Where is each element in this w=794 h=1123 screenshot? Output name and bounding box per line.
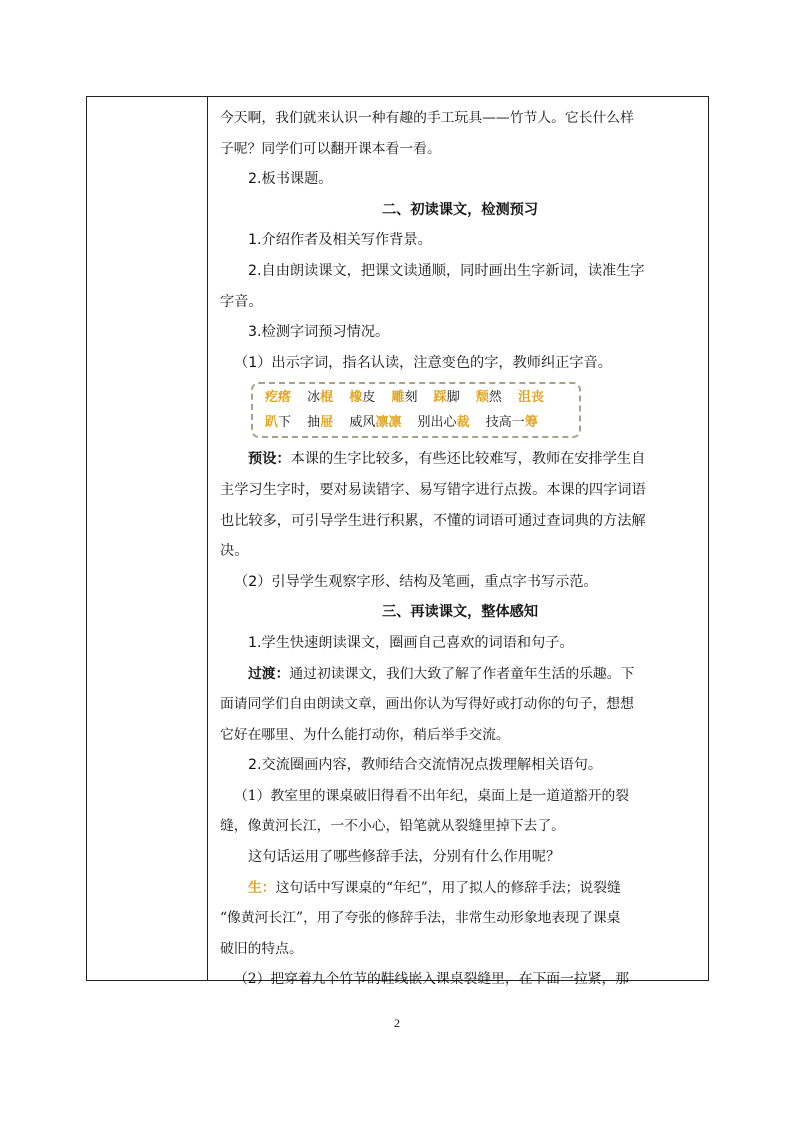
substep-show-words: （1）出示字词，指名认读，注意变色的字，教师纠正字音。 bbox=[234, 354, 612, 371]
column-divider bbox=[207, 97, 208, 980]
step-exchange: 2.交流圈画内容，教师结合交流情况点拨理解相关语句。 bbox=[248, 757, 603, 774]
transition-line-2: 面请同学们自由朗读文章，画出你认为写得好或打动你的句子，想想 bbox=[220, 696, 634, 713]
quote-1-line-1: （1）教室里的课桌破旧得看不出年纪，桌面上是一道道豁开的裂 bbox=[234, 787, 630, 804]
step-vocab-check: 3.检测字词预习情况。 bbox=[248, 324, 390, 341]
vocab-item: 抽屉 bbox=[307, 415, 334, 431]
vocab-item: 雕刻 bbox=[391, 390, 418, 406]
vocab-item: 技高一筹 bbox=[485, 415, 538, 431]
step-free-reading-1: 2.自由朗读课文，把课文读通顺，同时画出生字新词，读准生字 bbox=[248, 262, 645, 279]
quote-2-line-1: （2）把穿着九个竹节的鞋线嵌入课桌裂缝里，在下面一拉紧，那 bbox=[234, 971, 630, 988]
substep-observe-writing: （2）引导学生观察字形、结构及笔画，重点字书写示范。 bbox=[234, 573, 598, 590]
vocab-item: 冰棍 bbox=[307, 390, 334, 406]
student-line-2: “像黄河长江”，用了夸张的修辞手法，非常生动形象地表现了课桌 bbox=[220, 910, 621, 927]
student-label: 生： bbox=[248, 879, 276, 896]
vocab-row-1 bbox=[265, 385, 567, 410]
vocab-item: 趴下 bbox=[265, 415, 292, 431]
preset-label: 预设： bbox=[248, 451, 291, 468]
section-heading-2: 二、初读课文，检测预习 bbox=[381, 201, 539, 218]
vocab-item: 威风凛凛 bbox=[349, 415, 402, 431]
vocab-row-2 bbox=[265, 410, 567, 435]
step-board-title: 2.板书课题。 bbox=[248, 171, 333, 188]
page-number: 2 bbox=[394, 1016, 400, 1030]
quote-1-line-2: 缝，像黄河长江，一不小心，铅笔就从裂缝里掉下去了。 bbox=[220, 818, 565, 835]
vocab-item: 颓然 bbox=[475, 390, 502, 406]
preset-line-2: 主学习生字时，要对易读错字、易写错字进行点拨。本课的四字词语 bbox=[220, 481, 646, 498]
preset-line-3: 也比较多，可引导学生进行积累，不懂的词语可通过查词典的方法解 bbox=[220, 512, 646, 529]
vocab-item: 疙瘩 bbox=[265, 390, 292, 406]
transition-label: 过渡： bbox=[248, 665, 290, 682]
step-free-reading-2: 字音。 bbox=[220, 293, 263, 310]
intro-line-2: 子呢？同学们可以翻开课本看一看。 bbox=[220, 140, 441, 157]
vocabulary-box bbox=[251, 382, 581, 438]
preset-line-4: 决。 bbox=[220, 543, 249, 560]
vocab-item: 别出心裁 bbox=[417, 415, 470, 431]
lesson-table bbox=[86, 96, 709, 988]
step-author-background: 1.介绍作者及相关写作背景。 bbox=[248, 232, 432, 249]
lesson-content bbox=[220, 103, 700, 995]
question-rhetoric: 这句话运用了哪些修辞手法，分别有什么作用呢？ bbox=[248, 849, 561, 866]
vocab-item: 踩脚 bbox=[433, 390, 460, 406]
transition-line-3: 它好在哪里、为什么能打动你，稍后举手交流。 bbox=[220, 726, 510, 743]
step-quick-reading: 1.学生快速朗读课文，圈画自己喜欢的词语和句子。 bbox=[248, 634, 574, 651]
vocab-item: 橡皮 bbox=[349, 390, 376, 406]
intro-line-1: 今天啊，我们就来认识一种有趣的手工玩具——竹节人。它长什么样 bbox=[220, 110, 634, 126]
student-line-1: 生：这句话中写课桌的“年纪”，用了拟人的修辞手法；说裂缝 bbox=[248, 879, 621, 896]
preset-line-1: 预设：本课的生字比较多，有些还比较难写，教师在安排学生自 bbox=[248, 451, 646, 468]
section-heading-3: 三、再读课文，整体感知 bbox=[381, 604, 539, 621]
transition-line-1: 过渡：通过初读课文，我们大致了解了作者童年生活的乐趣。下 bbox=[248, 665, 635, 682]
vocab-item: 沮丧 bbox=[518, 390, 545, 406]
student-line-3: 破旧的特点。 bbox=[220, 940, 303, 957]
